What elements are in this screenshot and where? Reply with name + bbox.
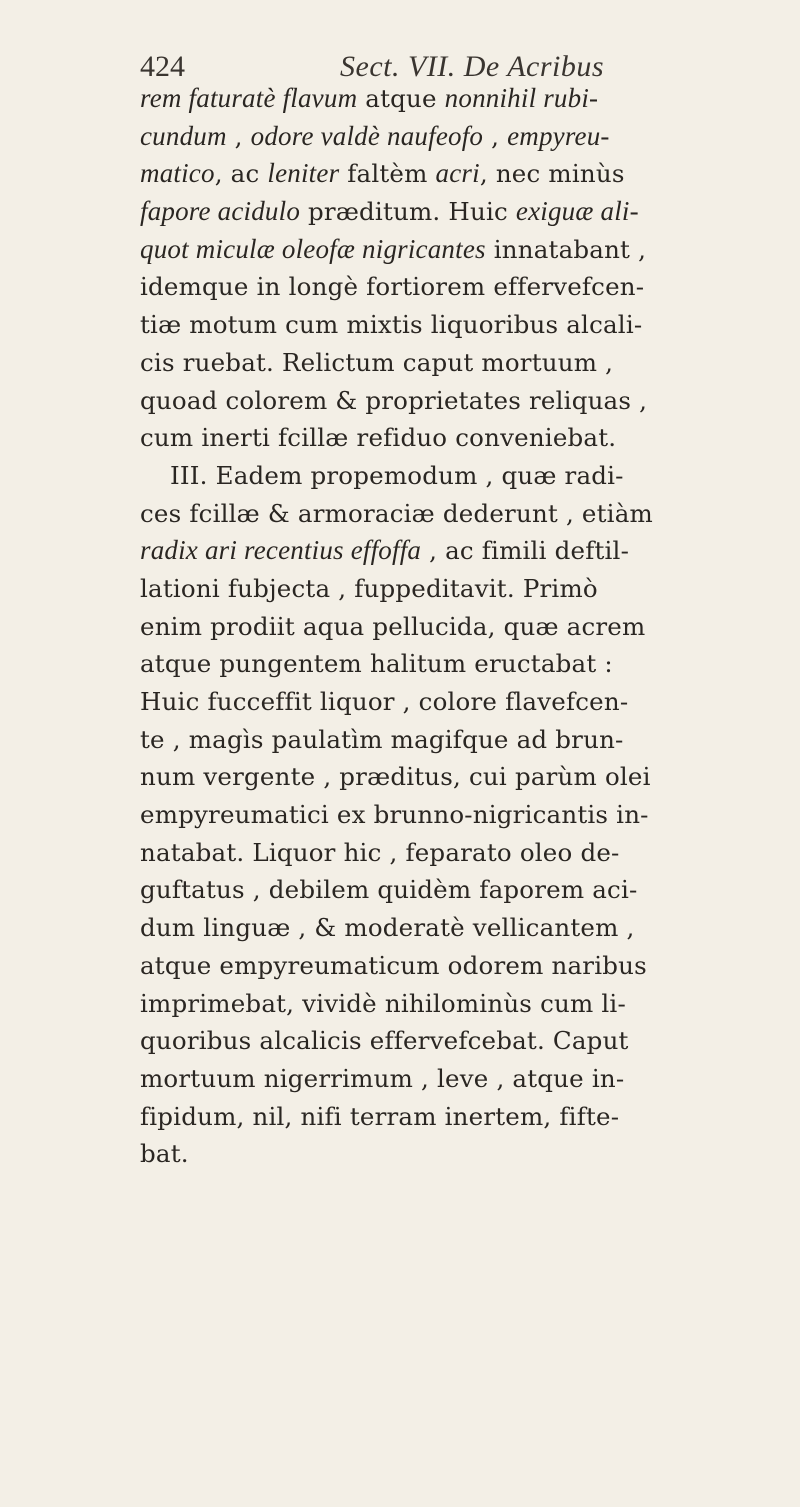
text-line: [140, 495, 740, 533]
text-segment: ,: [226, 121, 251, 151]
text-line: [140, 947, 740, 985]
text-line: [140, 834, 740, 872]
text-segment: fipidum, nil, nifi terram inertem, fifte-: [140, 1101, 620, 1131]
text-segment: ces fcillæ & armoraciæ dederunt , etiàm: [140, 498, 653, 528]
text-line: [140, 118, 740, 156]
text-segment: dum linguæ , & moderatè vellicantem ,: [140, 913, 635, 943]
text-line: [140, 382, 740, 420]
page-number: 424: [140, 50, 185, 83]
text-segment: num vergente , præditus, cui parùm olei: [140, 762, 651, 792]
text-segment: mortuum nigerrimum , leve , atque in-: [140, 1063, 625, 1093]
text-segment: idemque in longè fortiorem effervefcen-: [140, 272, 645, 302]
text-segment: faltèm: [339, 159, 436, 189]
text-line: [140, 80, 740, 118]
text-segment: , ac fimili deftil-: [421, 536, 630, 566]
text-segment: atque empyreumaticum odorem naribus: [140, 950, 647, 980]
text-segment: enim prodiit aqua pellucida, quæ acrem: [140, 611, 646, 641]
italic-text-segment: quot miculæ oleofæ nigricantes: [140, 233, 486, 264]
text-segment: atque pungentem halitum eructabat :: [140, 649, 613, 679]
text-segment: , ac: [214, 159, 268, 189]
text-segment: empyreumatici ex brunno-nigricantis in-: [140, 800, 649, 830]
text-line: [140, 1135, 740, 1173]
text-block: [140, 80, 740, 1173]
italic-text-segment: nonnihil rubi-: [444, 83, 599, 113]
text-segment: præditum. Huic: [300, 197, 516, 227]
text-line: [140, 231, 740, 269]
text-line: [140, 683, 740, 721]
text-line: [140, 1098, 740, 1136]
text-segment: guftatus , debilem quidèm faporem aci-: [140, 875, 638, 905]
text-line: [140, 268, 740, 306]
italic-text-segment: fapore acidulo: [140, 196, 301, 227]
text-line: [140, 419, 740, 457]
text-segment: atque: [357, 84, 445, 113]
text-line: [140, 985, 740, 1023]
italic-text-segment: cundum: [140, 120, 227, 151]
text-line: [140, 909, 740, 947]
text-segment: cum inerti fcillæ refiduo conveniebat.: [140, 423, 617, 453]
text-line: [140, 796, 740, 834]
text-segment: cis ruebat. Relictum caput mortuum ,: [140, 347, 614, 377]
italic-text-segment: odore valdè naufeofo: [250, 120, 484, 151]
text-line: [140, 306, 740, 344]
text-line: [140, 645, 740, 683]
text-segment: tiæ motum cum mixtis liquoribus alcali-: [140, 310, 643, 340]
text-line: [140, 721, 740, 759]
text-line: [140, 532, 740, 570]
text-segment: , nec minùs: [479, 159, 625, 189]
text-line: [140, 758, 740, 796]
text-line: [140, 1022, 740, 1060]
text-line: [140, 1060, 740, 1098]
text-segment: ,: [483, 121, 508, 151]
text-segment: Huic fucceffit liquor , colore flavefcen-: [140, 687, 629, 716]
text-segment: quoribus alcalicis effervefcebat. Caput: [140, 1026, 629, 1056]
italic-text-segment: radix ari recentius effoffa: [140, 535, 422, 566]
italic-text-segment: rem faturatè flavum: [140, 83, 358, 113]
text-line: [140, 871, 740, 909]
text-segment: III. Eadem propemodum , quæ radi-: [170, 460, 624, 490]
italic-text-segment: matico: [140, 158, 215, 189]
text-line: [140, 457, 740, 495]
running-head: Sect. VII. De Acribus: [340, 50, 605, 83]
italic-text-segment: acri: [435, 158, 480, 189]
text-line: [140, 193, 740, 231]
text-segment: natabat. Liquor hic , feparato oleo de-: [140, 837, 620, 867]
italic-text-segment: exiguæ ali-: [515, 196, 639, 227]
text-segment: innatabant ,: [485, 234, 647, 264]
text-line: [140, 570, 740, 608]
text-line: [140, 608, 740, 646]
text-line: [140, 155, 740, 193]
text-segment: quoad colorem & proprietates reliquas ,: [140, 385, 648, 415]
text-segment: bat.: [140, 1139, 189, 1169]
text-segment: te , magìs paulatìm magifque ad brun-: [140, 724, 624, 754]
italic-text-segment: empyreu-: [507, 120, 610, 151]
text-segment: lationi fubjecta , fuppeditavit. Primò: [140, 573, 598, 603]
text-segment: imprimebat, vividè nihilominùs cum li-: [140, 988, 626, 1018]
italic-text-segment: leniter: [267, 158, 340, 189]
text-line: [140, 344, 740, 382]
